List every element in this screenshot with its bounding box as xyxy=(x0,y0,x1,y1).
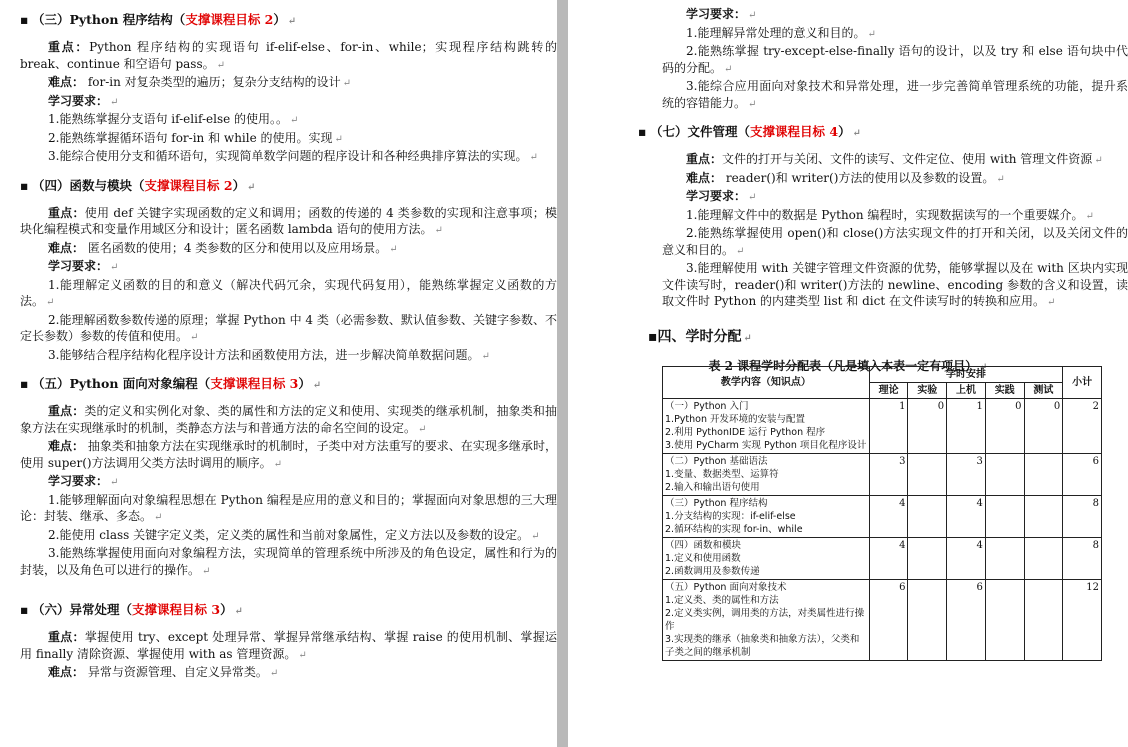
section-title: （六）异常处理（ xyxy=(32,602,133,617)
requirement-text: 2.能熟练掌握循环语句 for-in 和 while 的使用。实现 xyxy=(48,130,333,145)
hours-cell: 1 xyxy=(947,399,986,454)
difficulty-label: 难点： xyxy=(48,439,85,453)
row-content-line: 1.变量、数据类型、运算符 xyxy=(665,469,779,480)
table-row xyxy=(663,399,1102,454)
row-content-line: 2.输入和输出语句使用 xyxy=(665,482,760,493)
hours-cell: 4 xyxy=(947,538,986,580)
requirement-text: 1.能理解定义函数的目的和意义（解决代码冗余，实现代码复用），能熟练掌握定义函数的方法。 xyxy=(20,277,557,308)
section-heading-hours: ▪四、学时分配 ↵ xyxy=(648,328,752,345)
requirements-label-text: 学习要求： xyxy=(48,259,109,273)
section-heading-4: ▪ （四）函数与模块（支撑课程目标 2） ↵ xyxy=(20,177,256,193)
requirement-item: 1.能够理解面向对象编程思想在 Python 编程是应用的意义和目的；掌握面向对象思想的三大理论：封装、继承、多态。 ↵ xyxy=(20,492,557,523)
requirement-text: 3.能够结合程序结构化程序设计方法和函数使用方法，进一步解决简单数据问题。 xyxy=(48,347,480,362)
requirement-text: 3.能综合应用面向对象技术和异常处理，进一步完善简单管理系统的功能，提升系统的容错能力。 xyxy=(662,79,1128,110)
key-point: 重点：掌握使用 try、except 处理异常、掌握异常继承结构、掌握 raise 的使用机制、掌握运用 finally 清除资源、掌握使用 with as 管理资源。 ↵ xyxy=(20,630,557,661)
hours-cell xyxy=(908,454,947,496)
section-title: （七）文件管理（ xyxy=(650,124,751,139)
course-target: 支撑课程目标 3 xyxy=(132,602,221,617)
section-close: ） xyxy=(220,602,233,617)
requirement-text: 1.能理解异常处理的意义和目的。 xyxy=(686,25,866,40)
hours-cell xyxy=(985,580,1024,661)
requirement-text: 1.能理解文件中的数据是 Python 编程时，实现数据读写的一个重要媒介。 xyxy=(686,207,1084,222)
requirement-item: 3.能综合使用分支和循环语句，实现简单数学问题的程序设计和各种经典排序算法的实现。 ↵ xyxy=(48,149,538,163)
requirement-item: 3.能综合应用面向对象技术和异常处理，进一步完善简单管理系统的功能，提升系统的容错能力。 ↵ xyxy=(662,79,1128,110)
difficulty-label: 难点： xyxy=(48,75,85,89)
hours-cell xyxy=(908,580,947,661)
key-point: 重点：文件的打开与关闭、文件的读写、文件定位、使用 with 管理文件资源 ↵ xyxy=(686,152,1103,166)
requirement-text: 3.能理解使用 with 关键字管理文件资源的优势，能够掌握以及在 with 区块内实现文件读写时，reader()和 writer()方法的 newline、encoding 参数的含义和设置，读取文件时 Python 的内建类型 list 和 dict 在文件读写时的转换和应用。 xyxy=(662,261,1128,308)
row-content-line: （一）Python 入门 xyxy=(665,401,749,412)
requirement-item: 1.能理解异常处理的意义和目的。 ↵ xyxy=(686,25,876,40)
hours-cell: 3 xyxy=(869,454,908,496)
section-close: ） xyxy=(273,12,286,27)
row-content-line: 2.函数调用及参数传递 xyxy=(665,566,760,577)
requirement-text: 1.能熟练掌握分支语句 if-elif-else 的使用。。 xyxy=(48,112,289,126)
section-heading-7: ▪ （七）文件管理（支撑课程目标 4） ↵ xyxy=(638,124,861,139)
requirements-label-text: 学习要求： xyxy=(48,474,109,488)
key-text: 掌握使用 try、except 处理异常、掌握异常继承结构、掌握 raise 的使用机制、掌握运用 finally 清除资源、掌握使用 with as 管理资源。 xyxy=(20,630,557,661)
hours-cell: 4 xyxy=(947,496,986,538)
table-body xyxy=(663,399,1102,661)
hours-cell xyxy=(1024,496,1063,538)
row-content-line: （二）Python 基础语法 xyxy=(665,456,768,467)
row-content-line: （四）函数和模块 xyxy=(665,540,742,551)
difficulty-text: 匿名函数的使用；4 类参数的区分和使用以及应用场景。 xyxy=(84,240,388,255)
requirement-text: 1.能够理解面向对象编程思想在 Python 编程是应用的意义和目的；掌握面向对象思想的三大理论：封装、继承、多态。 xyxy=(20,492,557,523)
row-content-line: 1.定义和使用函数 xyxy=(665,553,741,564)
requirement-text: 2.能使用 class 关键字定义类，定义类的属性和当前对象属性，定义方法以及参数的设定。 xyxy=(48,527,530,542)
difficulty-label: 难点： xyxy=(686,170,723,185)
total-cell: 6 xyxy=(1063,454,1102,496)
requirement-item: 3.能熟练掌握使用面向对象编程方法，实现简单的管理系统中所涉及的角色设定，属性和行为的封装，以及角色可以进行的操作。 ↵ xyxy=(20,546,557,577)
total-cell: 8 xyxy=(1063,496,1102,538)
row-content-line: 2.定义类实例，调用类的方法，对类属性进行操作 xyxy=(665,608,865,632)
col-header-total: 小计 xyxy=(1063,367,1102,399)
section-close: ） xyxy=(838,124,851,139)
section-close: ） xyxy=(232,177,246,193)
section-title: （四）函数与模块（ xyxy=(32,177,145,193)
key-text: 使用 def 关键字实现函数的定义和调用；函数的传递的 4 类参数的实现和注意事项；模块化编程模式和变量作用域区分和设计；匿名函数 lambda 语句的使用方法。 xyxy=(20,205,557,236)
key-label: 重点： xyxy=(48,40,90,54)
requirement-item: 3.能够结合程序结构化程序设计方法和函数使用方法，进一步解决简单数据问题。 ↵ xyxy=(48,347,490,362)
col-header-test: 测试 xyxy=(1024,383,1063,399)
section-heading-5: ▪ （五）Python 面向对象编程（支撑课程目标 3） ↵ xyxy=(20,376,322,391)
requirement-item: 2.能使用 class 关键字定义类，定义类的属性和当前对象属性，定义方法以及参数的设定。 ↵ xyxy=(48,527,540,542)
requirements-label-text: 学习要求： xyxy=(48,93,109,108)
requirements-label: 学习要求： ↵ xyxy=(48,93,119,108)
row-content-cell xyxy=(663,580,870,661)
section-title: （三）Python 程序结构（ xyxy=(32,12,186,27)
table-row xyxy=(663,538,1102,580)
heading-text: 四、学时分配 xyxy=(657,328,742,345)
row-content-line: 2.利用 PythonIDE 运行 Python 程序 xyxy=(665,427,826,438)
section-close: ） xyxy=(298,376,311,391)
difficulty-text: reader()和 writer()方法的使用以及参数的设置。 xyxy=(722,170,995,185)
section-title: （五）Python 面向对象编程（ xyxy=(32,376,211,391)
hours-cell xyxy=(1024,454,1063,496)
row-content-cell xyxy=(663,399,870,454)
difficulty: 难点： 异常与资源管理、自定义异常类。 ↵ xyxy=(48,665,279,679)
course-target: 支撑课程目标 3 xyxy=(210,376,299,391)
hours-cell: 3 xyxy=(947,454,986,496)
requirements-label: 学习要求： ↵ xyxy=(48,474,119,488)
key-label: 重点： xyxy=(48,630,85,644)
row-content-cell xyxy=(663,454,870,496)
row-content-line: （五）Python 面向对象技术 xyxy=(665,582,787,593)
requirement-item: 2.能熟练掌握使用 open()和 close()方法实现文件的打开和关闭，以及关闭文件的意义和目的。 ↵ xyxy=(662,226,1128,257)
caption-text: 表 2 课程学时分配表（凡是填入本表一定有项目） xyxy=(708,358,978,373)
hours-allocation-table xyxy=(662,366,1102,661)
key-text: 文件的打开与关闭、文件的读写、文件定位、使用 with 管理文件资源 xyxy=(722,152,1093,166)
requirements-label: 学习要求： ↵ xyxy=(686,7,757,21)
col-header-theory: 理论 xyxy=(869,383,908,399)
key-point: 重点：使用 def 关键字实现函数的定义和调用；函数的传递的 4 类参数的实现和注意事项；模块化编程模式和变量作用域区分和设计；匿名函数 lambda 语句的使用方法。 ↵ xyxy=(20,205,557,236)
hours-cell: 0 xyxy=(985,399,1024,454)
table-row xyxy=(663,580,1102,661)
row-content-line: 2.循环结构的实现 for-in、while xyxy=(665,524,803,535)
section-heading-3: ▪ （三）Python 程序结构（支撑课程目标 2） ↵ xyxy=(20,12,297,27)
requirement-item: 3.能理解使用 with 关键字管理文件资源的优势，能够掌握以及在 with 区块内实现文件读写时，reader()和 writer()方法的 newline、encoding 参数的含义和设置，读取文件时 Python 的内建类型 list 和 dict 在文件读写时的转换和应用。 ↵ xyxy=(662,261,1128,308)
hours-cell xyxy=(985,496,1024,538)
col-header-schedule: 学时安排 xyxy=(869,367,1062,383)
row-content-cell xyxy=(663,538,870,580)
row-content-line: 1.定义类、类的属性和方法 xyxy=(665,595,779,606)
course-target: 支撑课程目标 2 xyxy=(144,177,233,193)
requirement-item: 1.能理解文件中的数据是 Python 编程时，实现数据读写的一个重要媒介。 ↵ xyxy=(686,207,1094,222)
hours-cell xyxy=(908,496,947,538)
hours-cell: 0 xyxy=(1024,399,1063,454)
row-content-line: 3.使用 PyCharm 实现 Python 项目化程序设计 xyxy=(665,440,867,451)
difficulty-label: 难点： xyxy=(48,665,85,679)
hours-cell: 4 xyxy=(869,538,908,580)
requirement-item: 1.能理解定义函数的目的和意义（解决代码冗余，实现代码复用），能熟练掌握定义函数的方法。 ↵ xyxy=(20,277,557,308)
key-point: 重点：类的定义和实例化对象、类的属性和方法的定义和使用、实现类的继承机制，抽象类和抽象方法在实现继承时的机制，类静态方法与和普通方法的命名空间的设定。 ↵ xyxy=(20,404,557,435)
hours-cell xyxy=(908,538,947,580)
requirements-label-text: 学习要求： xyxy=(686,7,747,21)
requirements-label: 学习要求： ↵ xyxy=(48,259,119,273)
key-label: 重点： xyxy=(686,152,723,166)
requirement-item: 1.能熟练掌握分支语句 if-elif-else 的使用。。 ↵ xyxy=(48,112,299,126)
total-cell: 2 xyxy=(1063,399,1102,454)
course-target: 支撑课程目标 2 xyxy=(185,12,274,27)
difficulty-label: 难点： xyxy=(48,240,85,255)
requirement-text: 2.能熟练掌握使用 open()和 close()方法实现文件的打开和关闭，以及关闭文件的意义和目的。 xyxy=(662,226,1128,257)
row-content-line: 3.实现类的继承（抽象类和抽象方法），父类和子类之间的继承机制 xyxy=(665,634,860,658)
hours-cell xyxy=(1024,538,1063,580)
total-cell: 12 xyxy=(1063,580,1102,661)
col-header-practice: 实践 xyxy=(985,383,1024,399)
document-page-left xyxy=(0,0,557,747)
requirements-label-text: 学习要求： xyxy=(686,189,747,203)
difficulty: 难点： 抽象类和抽象方法在实现继承时的机制时，子类中对方法重写的要求、在实现多继承时，使用 super()方法调用父类方法时调用的顺序。 ↵ xyxy=(20,439,557,470)
requirement-text: 3.能熟练掌握使用面向对象编程方法，实现简单的管理系统中所涉及的角色设定，属性和行为的封装，以及角色可以进行的操作。 xyxy=(20,546,557,577)
key-text: 类的定义和实例化对象、类的属性和方法的定义和使用、实现类的继承机制，抽象类和抽象方法在实现继承时的机制，类静态方法与和普通方法的命名空间的设定。 xyxy=(20,404,557,435)
section-heading-6: ▪ （六）异常处理（支撑课程目标 3） ↵ xyxy=(20,602,243,617)
key-point: 重点：Python 程序结构的实现语句 if-elif-else、for-in、while；实现程序结构跳转的 break、continue 和空语句 pass。 ↵ xyxy=(20,40,557,71)
table-caption: 表 2 课程学时分配表（凡是填入本表一定有项目） ↵ xyxy=(708,358,988,373)
course-target: 支撑课程目标 4 xyxy=(750,124,839,139)
difficulty-text: for-in 对复杂类型的遍历；复杂分支结构的设计 xyxy=(84,75,341,89)
requirement-item: 2.能理解函数参数传递的原理；掌握 Python 中 4 类（必需参数、默认值参数、关键字参数、不定长参数）参数的传值和使用。 ↵ xyxy=(20,312,557,343)
requirement-item: 2.能熟练掌握 try-except-else-finally 语句的设计，以及 try 和 else 语句块中代码的分配。 ↵ xyxy=(662,44,1128,75)
difficulty: 难点： 匿名函数的使用；4 类参数的区分和使用以及应用场景。 ↵ xyxy=(48,240,398,255)
hours-cell: 6 xyxy=(947,580,986,661)
difficulty: 难点： reader()和 writer()方法的使用以及参数的设置。 ↵ xyxy=(686,170,1005,185)
hours-cell xyxy=(985,454,1024,496)
key-label: 重点： xyxy=(48,404,85,418)
requirement-text: 3.能综合使用分支和循环语句，实现简单数学问题的程序设计和各种经典排序算法的实现。 xyxy=(48,149,528,163)
difficulty: 难点： for-in 对复杂类型的遍历；复杂分支结构的设计 ↵ xyxy=(48,75,352,89)
hours-cell: 0 xyxy=(908,399,947,454)
hours-cell: 6 xyxy=(869,580,908,661)
col-header-content: 教学内容（知识点） xyxy=(663,367,870,399)
key-label: 重点： xyxy=(48,205,85,220)
row-content-cell xyxy=(663,496,870,538)
hours-cell: 1 xyxy=(869,399,908,454)
difficulty-text: 异常与资源管理、自定义异常类。 xyxy=(84,665,268,679)
hours-cell xyxy=(1024,580,1063,661)
hours-cell xyxy=(985,538,1024,580)
requirements-label: 学习要求： ↵ xyxy=(686,189,757,203)
row-content-line: 1.分支结构的实现：if-elif-else xyxy=(665,511,796,522)
difficulty-text: 抽象类和抽象方法在实现继承时的机制时，子类中对方法重写的要求、在实现多继承时，使用 super()方法调用父类方法时调用的顺序。 xyxy=(20,439,557,470)
col-header-experiment: 实验 xyxy=(908,383,947,399)
page-gap xyxy=(557,0,568,747)
requirement-item: 2.能熟练掌握循环语句 for-in 和 while 的使用。实现 ↵ xyxy=(48,130,343,145)
row-content-line: 1.Python 开发环境的安装与配置 xyxy=(665,414,806,425)
hours-cell: 4 xyxy=(869,496,908,538)
requirement-text: 2.能熟练掌握 try-except-else-finally 语句的设计，以及 try 和 else 语句块中代码的分配。 xyxy=(662,44,1128,75)
table-row xyxy=(663,496,1102,538)
col-header-lab: 上机 xyxy=(947,383,986,399)
key-text: Python 程序结构的实现语句 if-elif-else、for-in、while；实现程序结构跳转的 break、continue 和空语句 pass。 xyxy=(20,40,557,71)
requirement-text: 2.能理解函数参数传递的原理；掌握 Python 中 4 类（必需参数、默认值参数、关键字参数、不定长参数）参数的传值和使用。 xyxy=(20,312,557,343)
table-row xyxy=(663,454,1102,496)
total-cell: 8 xyxy=(1063,538,1102,580)
row-content-line: （三）Python 程序结构 xyxy=(665,498,768,509)
